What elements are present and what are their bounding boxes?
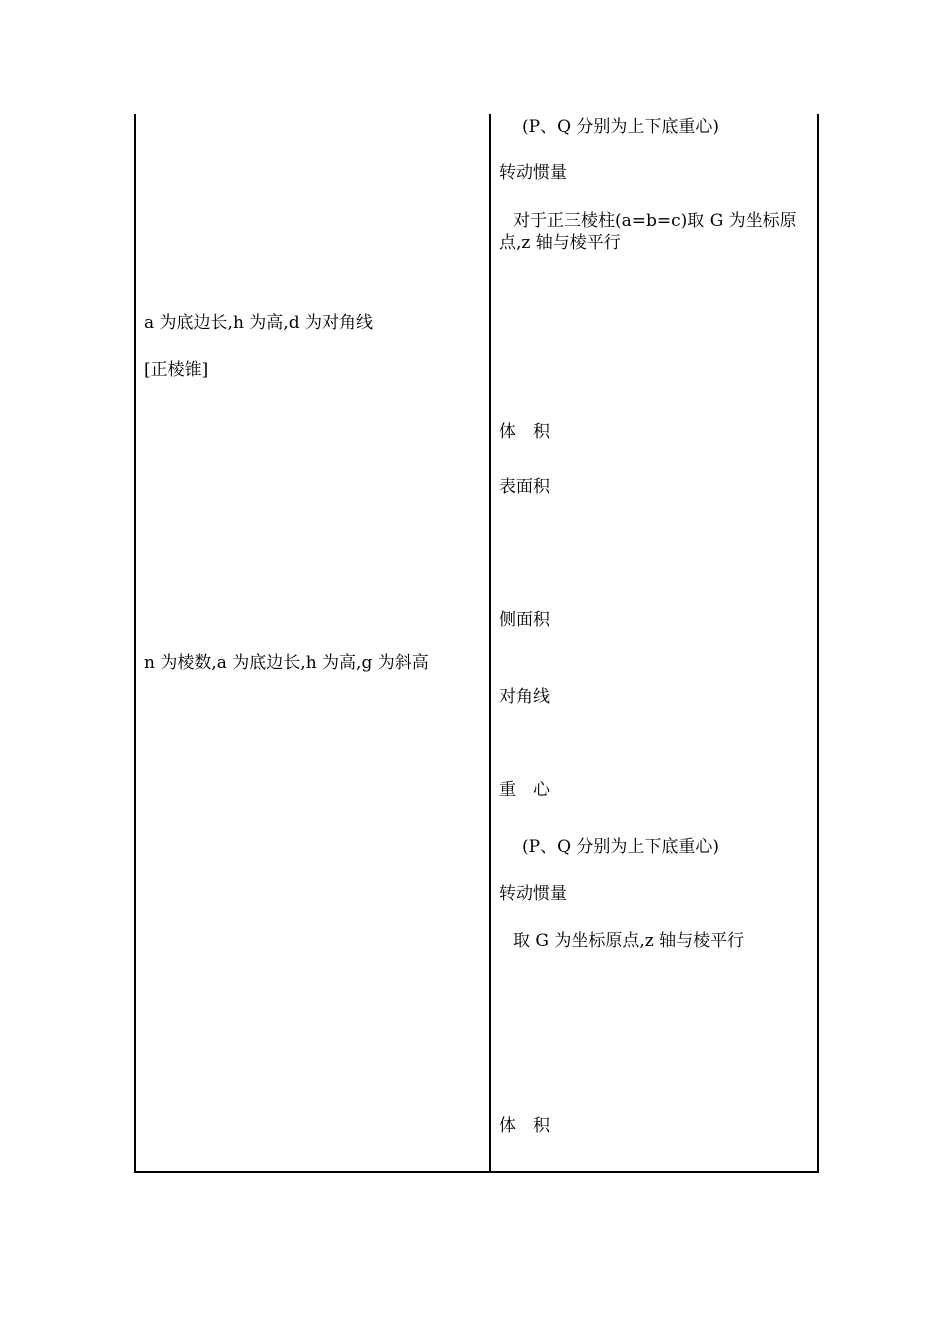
table-border-bottom — [134, 1171, 819, 1173]
table-border-right — [817, 114, 819, 1173]
inertia-axis-note-2: 取 G 为坐标原点,z 轴与棱平行 — [513, 931, 745, 951]
moment-of-inertia-label-2: 转动惯量 — [499, 884, 567, 904]
lateral-area-label: 侧面积 — [499, 610, 550, 630]
inertia-axis-note: 对于正三棱柱(a=b=c)取 G 为坐标原点,z 轴与棱平行 — [499, 211, 797, 253]
diagonal-label: 对角线 — [499, 687, 550, 707]
pyramid-description: n 为棱数,a 为底边长,h 为高,g 为斜高 — [144, 653, 429, 673]
table-border-left — [134, 114, 136, 1173]
pq-centroid-note: (P、Q 分别为上下底重心) — [522, 117, 720, 137]
surface-area-label: 表面积 — [499, 477, 550, 497]
rect-prism-description: a 为底边长,h 为高,d 为对角线 — [144, 313, 373, 333]
volume-label-2: 体 积 — [499, 1116, 550, 1136]
moment-of-inertia-label: 转动惯量 — [499, 163, 567, 183]
pq-centroid-note-2: (P、Q 分别为上下底重心) — [522, 837, 720, 857]
table-border-middle — [489, 114, 491, 1173]
formula-table — [134, 114, 817, 1173]
pyramid-heading: [正棱锥] — [144, 360, 209, 380]
centroid-label: 重 心 — [499, 780, 550, 800]
volume-label: 体 积 — [499, 422, 550, 442]
